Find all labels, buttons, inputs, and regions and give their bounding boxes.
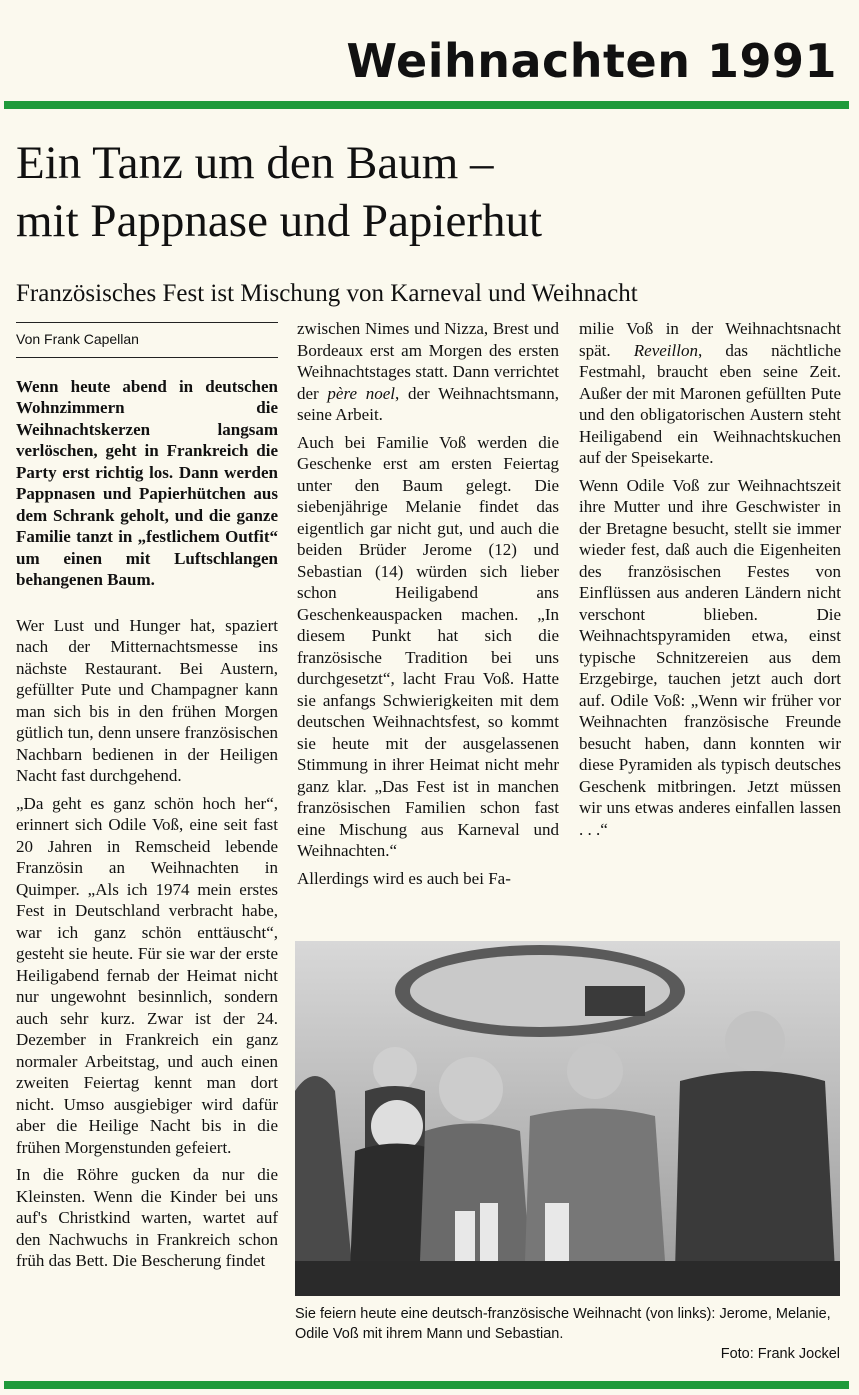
text-run: milie Voß in der Weihnachtsnacht spät. xyxy=(579,319,841,360)
body-paragraph: Wer Lust und Hunger hat, spaziert nach der Mitternachtsmesse ins nächste Restaurant. Bei Austern, gefüllter Pute und Champagner kann man sich bis in den frühen Morgen gütlich tun, denn unsere französischen Nachbarn bedienen in der Heiligen Nacht fast durchgehend. xyxy=(16,615,278,785)
body-paragraph: Allerdings wird es auch bei Fa- xyxy=(297,868,511,888)
column-1 xyxy=(16,322,278,1278)
headline-line-1: Ein Tanz um den Baum – xyxy=(16,137,494,189)
body-paragraph: „Da geht es ganz schön hoch her“, erinnert sich Odile Voß, eine seit fast 20 Jahren in Remscheid lebende Französin an Weihnachten in Quimper. „Als ich 1974 mein erstes Fest in Deutschland verbracht habe, war ich ganz schön enttäuscht“, gesteht sie heute. Für sie war der erste Heiligabend fernab der Heimat nicht nur ungewohnt besinnlich, sondern auch sehr kurz. Zwar ist der 24. Dezember in Frankreich ein ganz normaler Arbeitstag, und auch einen zweiten Feiertag kennt man dort nicht. Umso ausgiebiger wird dafür aber die Heilige Nacht bis in die frühen Morgenstunden gefeiert. xyxy=(16,793,278,1157)
subheadline: Französisches Fest ist Mischung von Karneval und Weihnacht xyxy=(16,280,638,307)
byline: Von Frank Capellan xyxy=(16,331,139,347)
text-run: , der Weihnachtsmann, seine Arbeit. xyxy=(297,383,559,424)
text-run: , das nächtliche Festmahl, braucht eben seine Zeit. Außer der mit Maronen gefüllten Pute und den obligatorischen Austern steht Heiligabend ein Weihnachtskuchen auf der Speisekarte. xyxy=(579,340,841,467)
section-title: Weihnachten 1991 xyxy=(346,34,837,88)
green-rule-top xyxy=(4,101,849,109)
column-2 xyxy=(297,318,559,895)
photo-illustration xyxy=(295,941,840,1296)
body-paragraph xyxy=(297,318,559,426)
italic-term: Reveillon xyxy=(633,340,698,360)
green-rule-bottom xyxy=(4,1381,849,1389)
photo-caption xyxy=(295,1304,840,1364)
body-paragraph: Wenn Odile Voß zur Weihnachtszeit ihre Mutter und ihre Geschwister in der Bretagne besucht, stellt sie immer wieder fest, daß auch die Eigenheiten des französischen Festes von Einflüssen aus anderen Ländern nicht verschont blieben. Die Weihnachtspyramiden etwa, einst typische Schnitzereien aus dem Erzgebirge, tauchen jetzt auch dort auf. Odile Voß: „Wenn wir früher vor Weihnachten französische Freunde besucht haben, dann konnten wir diese Pyramiden als typisch deutsches Geschenk mitbringen. Jetzt müssen wir uns etwas anderes einfallen lassen . . .“ xyxy=(579,475,841,839)
body-paragraph xyxy=(579,318,841,469)
body-paragraph: Auch bei Familie Voß werden die Geschenke erst am ersten Feiertag unter den Baum gelegt. Die siebenjährige Melanie findet das eigentlich gar nicht gut, und auch die beiden Brüder Jerome (12) und Sebastian (14) würden sich lieber schon Heiligabend ans Geschenkeauspacken machen. „In diesem Punkt hat sich die französische Tradition bei uns durchgesetzt“, lacht Frau Voß. Hatte sie anfangs Schwierigkeiten mit dem deutschen Weihnachtsfest, so kommt sie heute mit der ausgelassenen Stimmung in ihrer Heimat nicht mehr ganz klar. „Das Fest ist in manchen französischen Familien schon fast eine Mischung aus Karneval und Weihnachten.“ xyxy=(297,432,559,860)
text-run: zwischen Nimes und Nizza, Brest und Bordeaux erst am Morgen des ersten Weihnachtstages statt. Dann verrichtet der xyxy=(297,319,559,403)
lead-paragraph: Wenn heute abend in deutschen Wohnzimmern die Weihnachtskerzen langsam verlöschen, geht in Frankreich die Party erst richtig los. Dann werden Pappnasen und Papierhütchen aus dem Schrank geholt, und die ganze Familie tanzt in „festlichem Outfit“ um einen mit Luftschlangen behangenen Baum. xyxy=(16,376,278,589)
headline xyxy=(16,134,846,250)
caption-text: Sie feiern heute eine deutsch-französische Weihnacht (von links): Jerome, Melanie, Odile Voß mit ihrem Mann und Sebastian. xyxy=(295,1306,831,1342)
photo-credit: Foto: Frank Jockel xyxy=(720,1346,840,1362)
byline-rule-bottom xyxy=(16,357,278,358)
family-photo xyxy=(295,941,840,1296)
column-3 xyxy=(579,318,841,846)
italic-term: père noel xyxy=(327,383,395,403)
headline-line-2: mit Pappnase und Papierhut xyxy=(16,195,543,247)
body-paragraph: In die Röhre gucken da nur die Kleinsten. Wenn die Kinder bei uns auf's Christkind warten, wartet auf den Nachwuchs in Frankreich schon früh das Bett. Die Bescherung findet xyxy=(16,1165,278,1270)
